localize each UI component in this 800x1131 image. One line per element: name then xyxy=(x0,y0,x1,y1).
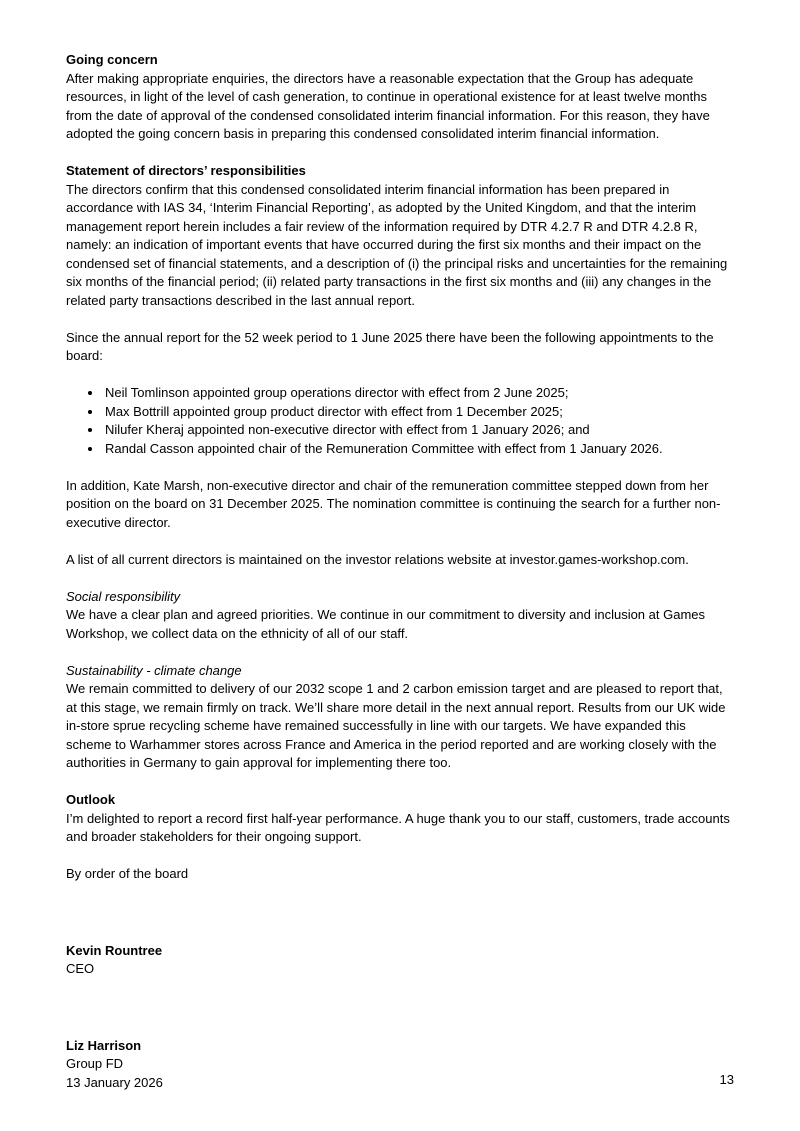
bullet-item: • Nilufer Kheraj appointed non-executive director with effect from 1 January 2026; and xyxy=(103,421,734,440)
section-subheading: Social responsibility xyxy=(66,588,181,604)
paragraph: Since the annual report for the 52 week period to 1 June 2025 there have been the following appointments to the board: xyxy=(66,329,714,363)
paragraph: After making appropriate enquiries, the directors have a reasonable expectation that the Group has adequate resources, in light of the level of cash generation, to continue in operational existence for at least twelve months from the date of approval of the condensed consolidated interim financial information. For this reason, they have adopted the going concern basis in preparing this condensed consolidated interim financial information. xyxy=(66,70,710,141)
section-heading: Going concern xyxy=(66,52,158,67)
paragraph: By order of the board xyxy=(66,866,189,881)
signature-block xyxy=(66,1037,734,1093)
section-subheading: Sustainability - climate change xyxy=(66,662,242,678)
paragraph: The directors confirm that this condensed consolidated interim financial information has been prepared in accordance with IAS 34, ‘Interim Financial Reporting’, as adopted by the United Kingdom, and that the interim management report herein includes a fair review of the information required by DTR 4.2.7 R and DTR 4.2.8 R, namely: an indication of important events that have occurred during the first six months and their impact on the condensed set of financial statements, and a description of (i) the principal risks and uncertainties for the remaining six months of the financial period; (ii) related party transactions in the first six months and (iii) any changes in the related party transactions described in the last annual report. xyxy=(66,181,728,308)
paragraph: We have a clear plan and agreed priorities. We continue in our commitment to diversity and inclusion at Games Workshop, we collect data on the ethnicity of all of our staff. xyxy=(66,607,706,641)
signatory-detail: CEO xyxy=(66,961,95,976)
signatory-name: Kevin Rountree xyxy=(66,942,163,958)
page-number: 13 xyxy=(719,1072,734,1087)
document-content xyxy=(66,51,734,1092)
section-heading: Statement of directors’ responsibilities xyxy=(66,163,306,178)
signatory-detail: Group FD xyxy=(66,1056,124,1071)
paragraph: In addition, Kate Marsh, non-executive director and chair of the remuneration committee stepped down from her position on the board on 31 December 2025. The nomination committee is continuing the search for a further non-executive director. xyxy=(66,477,721,530)
paragraph: We remain committed to delivery of our 2032 scope 1 and 2 carbon emission target and are pleased to report that, at this stage, we remain firmly on track. We’ll share more detail in the next annual report. Results from our UK wide in-store sprue recycling scheme have remained successfully in line with our targets. We have expanded this scheme to Warhammer stores across France and America in the period reported and are working closely with the authorities in Germany to gain approval for implementing there too. xyxy=(66,681,726,770)
signatory-name: Liz Harrison xyxy=(66,1037,142,1053)
bullet-item: • Max Bottrill appointed group product director with effect from 1 December 2025; xyxy=(103,403,734,422)
signature-block xyxy=(66,942,734,979)
paragraph: A list of all current directors is maintained on the investor relations website at investor.games-workshop.com. xyxy=(66,551,689,567)
bullet-item: • Neil Tomlinson appointed group operations director with effect from 2 June 2025; xyxy=(103,384,734,403)
bullet-item: • Randal Casson appointed chair of the Remuneration Committee with effect from 1 January 2026. xyxy=(103,440,734,459)
bullet-list xyxy=(66,384,734,458)
section-heading: Outlook xyxy=(66,792,116,807)
paragraph: I’m delighted to report a record first half-year performance. A huge thank you to our staff, customers, trade accounts and broader stakeholders for their ongoing support. xyxy=(66,810,730,844)
signatory-detail: 13 January 2026 xyxy=(66,1074,163,1090)
